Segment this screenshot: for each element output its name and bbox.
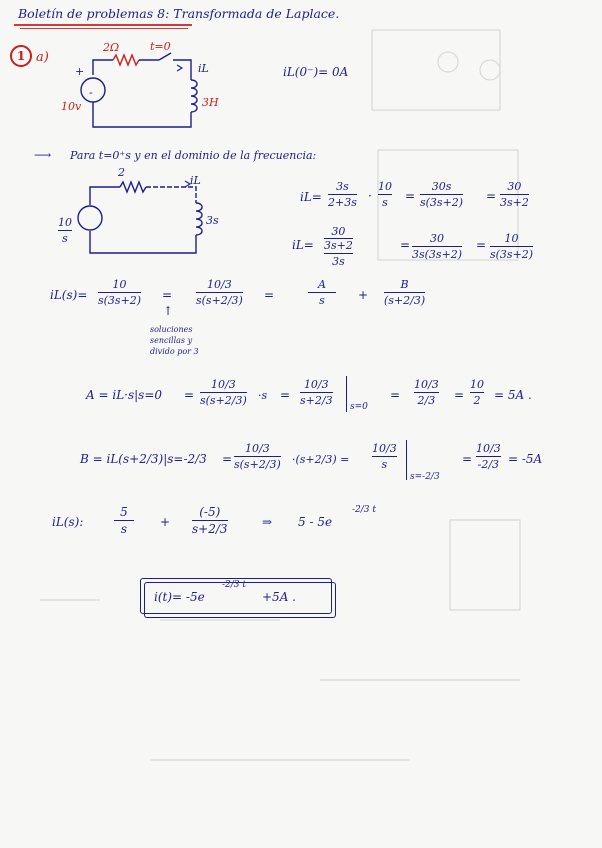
eqB-eval-point: s=-2/3 xyxy=(410,472,440,482)
circuit1-minus: - xyxy=(89,86,93,99)
eqB-fraction-2: 10/3 s xyxy=(372,442,397,471)
eq3-fraction-A: A s xyxy=(308,278,336,307)
inductor-symbol-2 xyxy=(196,203,202,235)
eqA-equals-3: = xyxy=(390,388,401,402)
eq3-fraction-B: B (s+2/3) xyxy=(384,278,426,307)
circuit2-current-label: iL xyxy=(190,174,201,187)
eq1-fraction-2: 10 s xyxy=(378,180,392,209)
title-underline-second xyxy=(20,28,188,29)
eqA-fraction-2: 10/3 s+2/3 xyxy=(300,378,333,407)
final-answer-text: i(t)= -5e xyxy=(154,590,205,604)
eqB-equals-2: = xyxy=(462,452,473,466)
eq1-equals-2: = xyxy=(486,189,497,203)
eq3-plus: + xyxy=(358,288,369,302)
frequency-domain-intro: Para t=0⁺s y en el dominio de la frecuencia: xyxy=(70,149,317,162)
eqA-eval-point: s=0 xyxy=(350,402,368,412)
eqInv-fraction-1: 5 s xyxy=(114,505,134,536)
circuit1-plus: + xyxy=(75,65,85,78)
eq2-equals-1: = xyxy=(400,238,411,252)
side-note: soluciones sencillas y divido por 3 xyxy=(150,325,199,356)
eqA-lhs: A = iL·s|s=0 xyxy=(86,388,163,402)
circuit1-resistor-label: 2Ω xyxy=(103,41,120,54)
page-title: Boletín de problemas 8: Transformada de Laplace. xyxy=(18,6,340,21)
eqInv-lhs: iL(s): xyxy=(52,515,84,529)
eq1-equals-1: = xyxy=(405,189,416,203)
eqInv-implies: ⇒ xyxy=(262,515,273,529)
eq3-fraction-1: 10 s(3s+2) xyxy=(98,278,142,307)
eqB-eval-bar xyxy=(406,440,407,480)
problem-number: 1 xyxy=(10,45,32,67)
eq1-fraction-3: 30s s(3s+2) xyxy=(420,180,464,209)
resistor-symbol xyxy=(113,55,139,65)
eq3-equals-1: = xyxy=(162,288,173,302)
eqA-fraction-3: 10/3 2/3 xyxy=(414,378,439,407)
inductor-symbol xyxy=(191,80,197,112)
note-arrow: ↑ xyxy=(163,304,174,318)
eqA-equals-1: = xyxy=(184,388,195,402)
eq1-lhs: iL= xyxy=(300,190,322,204)
circuit2-inductor-label: 3s xyxy=(206,214,219,227)
final-answer-tail: +5A . xyxy=(262,590,296,604)
circuit1-source-label: 10v xyxy=(61,100,82,113)
eqB-lhs: B = iL(s+2/3)|s=-2/3 xyxy=(80,452,207,466)
arrow-icon: ⟶ xyxy=(34,148,52,162)
eqA-equals-4: = xyxy=(454,388,465,402)
resistor-symbol-2 xyxy=(120,182,146,192)
eqA-fraction-4: 10 2 xyxy=(470,378,484,407)
eqB-multiplier: ·(s+2/3) = xyxy=(292,453,350,466)
title-underline xyxy=(14,24,192,26)
eqB-result: = -5A xyxy=(508,452,543,466)
part-label: a) xyxy=(36,50,49,65)
circuit-time-domain xyxy=(55,35,240,135)
circuit1-current-label: iL xyxy=(198,62,209,75)
circuit1-inductor-label: 3H xyxy=(202,96,219,109)
initial-condition: iL(0⁻)= 0A xyxy=(283,65,349,79)
circuit1-switch-label: t=0 xyxy=(150,40,171,53)
eqA-fraction-1: 10/3 s(s+2/3) xyxy=(200,378,247,407)
eq3-equals-2: = xyxy=(264,288,275,302)
eqA-equals-2: = xyxy=(280,388,291,402)
final-answer-exponent: -2/3 t xyxy=(222,580,247,590)
eqB-fraction-1: 10/3 s(s+2/3) xyxy=(234,442,281,471)
eqA-times-s: ·s xyxy=(258,389,268,402)
eqInv-result: 5 - 5e xyxy=(298,515,333,529)
eqB-fraction-3: 10/3 -2/3 xyxy=(476,442,501,471)
eqA-eval-bar xyxy=(346,376,347,412)
switch-symbol xyxy=(159,53,171,60)
voltage-source-symbol-2 xyxy=(78,206,102,230)
eq1-fraction-4: 30 3s+2 xyxy=(500,180,529,209)
voltage-source-symbol xyxy=(81,78,105,102)
eq3-fraction-2: 10/3 s(s+2/3) xyxy=(196,278,243,307)
eqInv-fraction-2: (-5) s+2/3 xyxy=(192,505,228,536)
eqB-equals-1: = xyxy=(222,452,233,466)
eq1-dot: · xyxy=(368,189,372,203)
eqInv-exponent: -2/3 t xyxy=(352,505,377,515)
eq3-lhs: iL(s)= xyxy=(50,288,88,302)
eq2-equals-2: = xyxy=(476,238,487,252)
eq2-compound-fraction: $\frac{30}{3s+2}$ 3s xyxy=(324,225,353,268)
circuit2-source-fraction: 10 s xyxy=(58,216,72,245)
eq2-fraction-2: 30 3s(3s+2) xyxy=(412,232,463,261)
eq1-fraction-1: 3s 2+3s xyxy=(328,180,357,209)
circuit2-resistor-label: 2 xyxy=(118,166,125,179)
eq2-lhs: iL= xyxy=(292,238,314,252)
eq2-fraction-3: 10 s(3s+2) xyxy=(490,232,534,261)
eqInv-plus: + xyxy=(160,515,171,529)
eqA-result: = 5A . xyxy=(494,388,532,402)
